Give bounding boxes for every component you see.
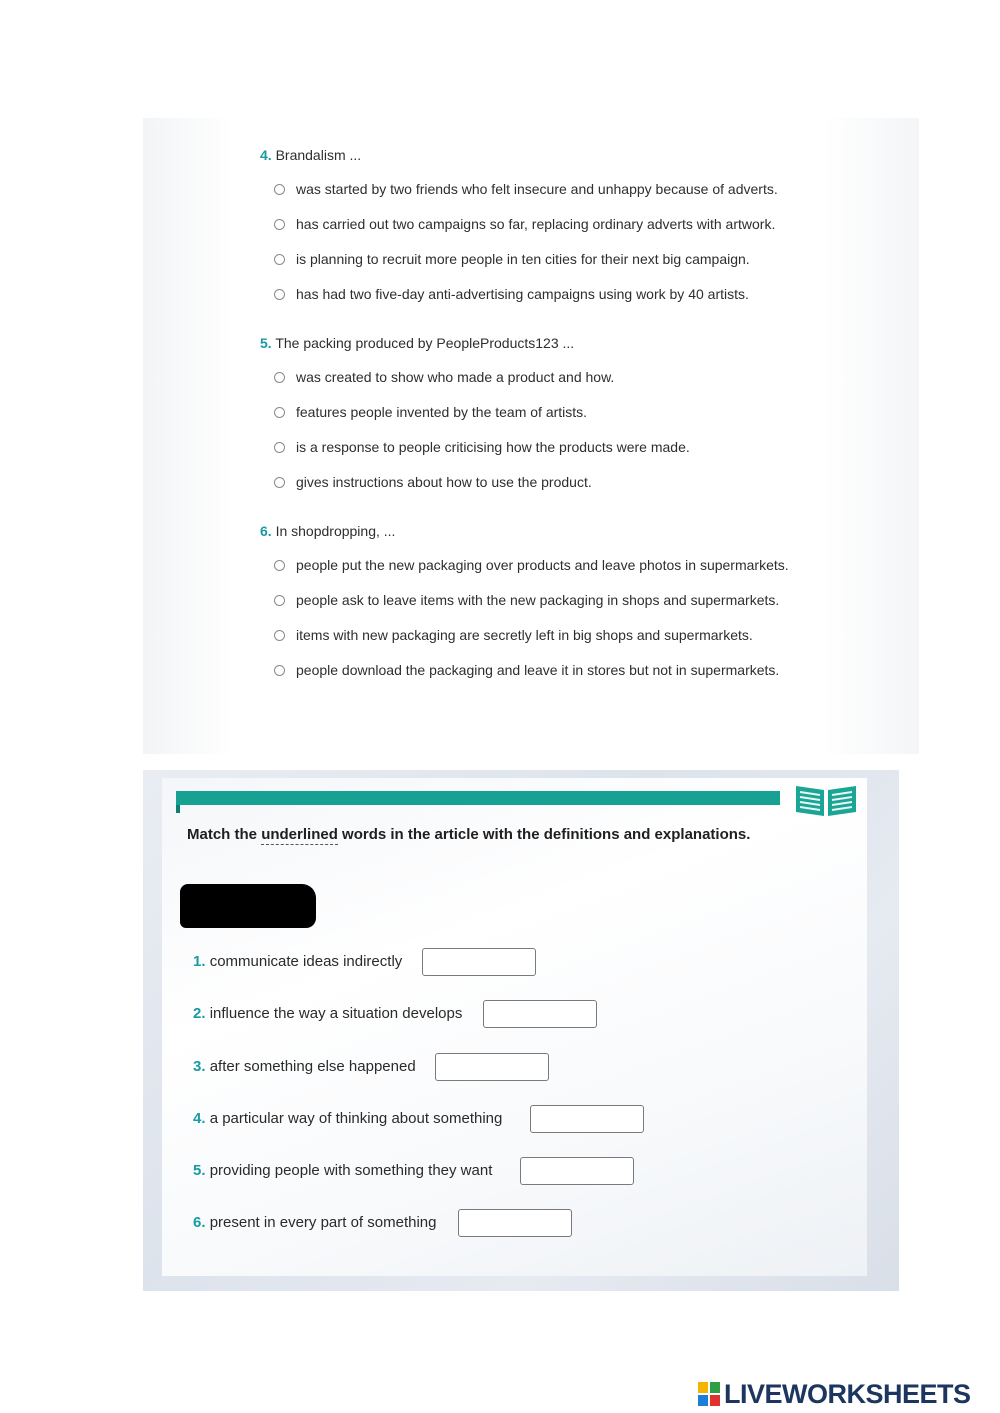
answer-input[interactable]: [520, 1157, 634, 1185]
option-label: is a response to people criticising how the products were made.: [296, 439, 690, 455]
instruction-text: [187, 824, 750, 846]
option-label: has carried out two campaigns so far, replacing ordinary adverts with artwork.: [296, 216, 776, 232]
option-label: people download the packaging and leave it in stores but not in supermarkets.: [296, 662, 780, 678]
option-label: features people invented by the team of artists.: [296, 404, 588, 420]
definition-label: providing people with something they want: [209, 1162, 493, 1179]
instruction-after: words in the article with the definitions and explanations.: [337, 826, 751, 843]
option-label: was started by two friends who felt insecure and unhappy because of adverts.: [296, 181, 778, 197]
redacted-mark: [180, 884, 316, 928]
definition-text: [193, 1161, 492, 1181]
definition-number: 5.: [193, 1162, 206, 1179]
option-label: items with new packaging are secretly left in big shops and supermarkets.: [296, 627, 753, 643]
definition-number: 3.: [193, 1058, 206, 1075]
question-number: 6.: [260, 523, 272, 539]
radio-button[interactable]: [274, 372, 285, 383]
definition-text: [193, 1109, 502, 1129]
question-prompt: The packing produced by PeopleProducts123 ...: [275, 335, 575, 351]
radio-button[interactable]: [274, 219, 285, 230]
question-title: [260, 332, 574, 354]
radio-button[interactable]: [274, 184, 285, 195]
definition-text: [193, 1057, 416, 1077]
radio-button[interactable]: [274, 560, 285, 571]
header-bar: [176, 791, 780, 805]
radio-button[interactable]: [274, 630, 285, 641]
question-title: [260, 520, 395, 542]
question-prompt: Brandalism ...: [275, 147, 362, 163]
definition-text: [193, 1004, 462, 1024]
definition-label: communicate ideas indirectly: [209, 953, 403, 970]
answer-input[interactable]: [422, 948, 536, 976]
instruction-underlined: underlined: [261, 826, 338, 843]
definition-number: 1.: [193, 953, 206, 970]
radio-button[interactable]: [274, 595, 285, 606]
answer-input[interactable]: [435, 1053, 549, 1081]
radio-button[interactable]: [274, 289, 285, 300]
option-label: is planning to recruit more people in ten cities for their next big campaign.: [296, 251, 750, 267]
answer-input[interactable]: [483, 1000, 597, 1028]
question-prompt: In shopdropping, ...: [275, 523, 396, 539]
radio-button[interactable]: [274, 665, 285, 676]
instruction-before: Match the: [187, 826, 262, 843]
option-label: has had two five-day anti-advertising campaigns using work by 40 artists.: [296, 286, 749, 302]
definition-label: a particular way of thinking about something: [209, 1110, 503, 1127]
radio-button[interactable]: [274, 407, 285, 418]
definition-number: 2.: [193, 1005, 206, 1022]
option-label: was created to show who made a product and how.: [296, 369, 615, 385]
definition-number: 6.: [193, 1214, 206, 1231]
answer-input[interactable]: [458, 1209, 572, 1237]
logo-grid-icon: [698, 1382, 720, 1406]
radio-button[interactable]: [274, 254, 285, 265]
definition-text: [193, 1213, 436, 1233]
header-bar-shadow: [176, 805, 180, 813]
definition-text: [193, 952, 402, 972]
option-label: gives instructions about how to use the product.: [296, 474, 592, 490]
definition-label: present in every part of something: [209, 1214, 437, 1231]
question-number: 4.: [260, 147, 272, 163]
question-5: [260, 332, 690, 490]
radio-button[interactable]: [274, 477, 285, 488]
question-6: [260, 520, 789, 678]
option-label: people put the new packaging over products and leave photos in supermarkets.: [296, 557, 789, 573]
question-title: [260, 144, 361, 166]
question-number: 5.: [260, 335, 272, 351]
definition-number: 4.: [193, 1110, 206, 1127]
logo-text: LIVEWORKSHEETS: [724, 1379, 971, 1409]
option-label: people ask to leave items with the new packaging in shops and supermarkets.: [296, 592, 780, 608]
answer-input[interactable]: [530, 1105, 644, 1133]
definition-label: after something else happened: [209, 1058, 416, 1075]
question-4: [260, 144, 778, 302]
definition-label: influence the way a situation develops: [209, 1005, 463, 1022]
open-book-icon: [792, 782, 860, 818]
radio-button[interactable]: [274, 442, 285, 453]
